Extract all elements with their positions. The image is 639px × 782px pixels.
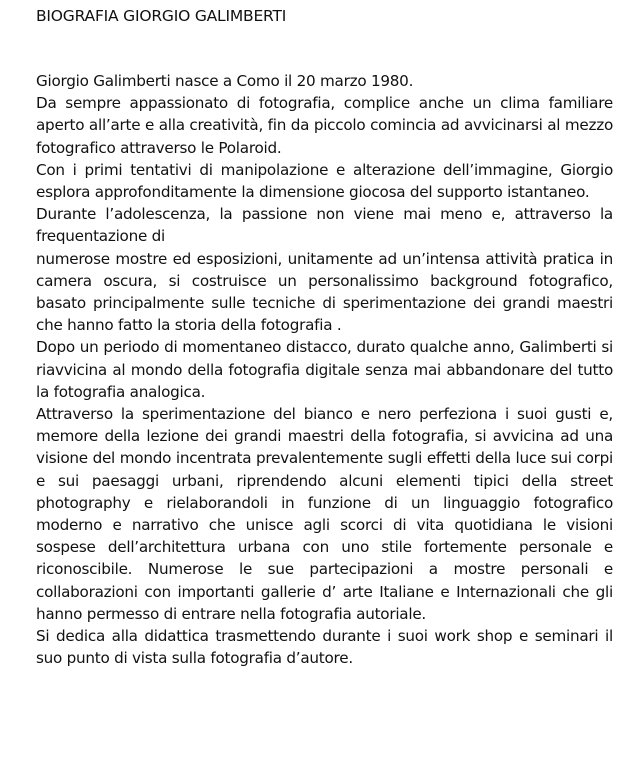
bio-paragraph-digital: Dopo un periodo di momentaneo distacco, durato qualche anno, Galimberti si riavvicina al mondo della fotografia digitale senza mai abbandonare del tutto la fotografia analogica. [36,338,613,401]
bio-paragraph-manipulation: Con i primi tentativi di manipolazione e alterazione dell’immagine, Giorgio esplora approfonditamente la dimensione giocosa del supporto istantaneo. [36,160,613,202]
biography-body [36,70,613,669]
bio-paragraph-teaching: Si dedica alla didattica trasmettendo durante i suoi work shop e seminari il suo punto di vista sulla fotografia d’autore. [36,627,613,668]
bio-paragraph-passion: Da sempre appassionato di fotografia, complice anche un clima familiare aperto all’arte e alla creatività, fin da piccolo comincia ad avvicinarsi al mezzo fotografico attraverso le Polaroid. [36,94,613,157]
bio-paragraph-black-white: Attraverso la sperimentazione del bianco e nero perfeziona i suoi gusti e, memore della lezione dei grandi maestri della fotografia, si avvicina ad una visione del mondo incentrata prevalentemente sugli effetti della luce sui corpi e sui paesaggi urbani, riprendendo alcuni elementi tipici della street photography e rielaborandoli in funzione di un linguaggio fotografico moderno e narrativo che unisce agli scorci di vita quotidiana le visioni sospese dell’architettura urbana con uno stile fortemente personale e riconoscibile. Numerose le sue partecipazioni a mostre personali e collaborazioni con importanti gallerie d’ arte Italiane e Internazionali che gli hanno permesso di entrare nella fotografia autoriale. [36,405,613,623]
bio-paragraph-birth: Giorgio Galimberti nasce a Como il 20 marzo 1980. [36,72,414,90]
bio-paragraph-adolescence: Durante l’adolescenza, la passione non viene mai meno e, attraverso la frequentazione di [36,205,613,246]
bio-paragraph-exhibitions: numerose mostre ed esposizioni, unitamente ad un’intensa attività pratica in camera oscura, si costruisce un personalissimo background fotografico, basato principalmente sulle tecniche di sperimentazione dei grandi maestri che hanno fatto la storia della fotografia . [36,249,613,335]
document-title: BIOGRAFIA GIORGIO GALIMBERTI [36,7,287,25]
